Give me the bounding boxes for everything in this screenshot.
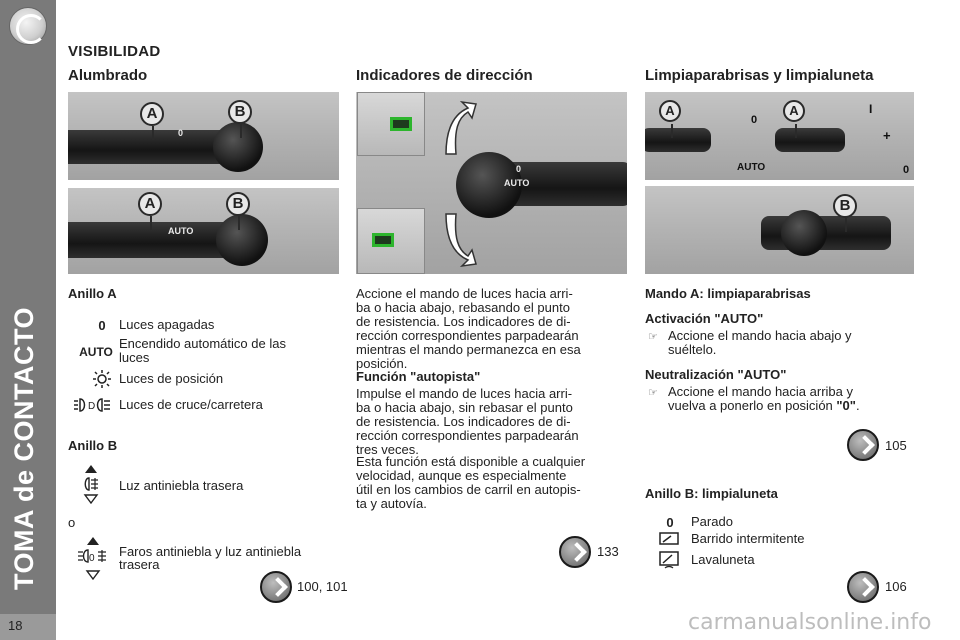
ring-zero: 0 bbox=[516, 164, 522, 174]
anillo-b-limpialuneta-title: Anillo B: limpialuneta bbox=[645, 486, 778, 501]
label-zero: 0 bbox=[903, 164, 910, 176]
luces-cruce: Luces de cruce/carretera bbox=[119, 397, 263, 412]
marker-b: B bbox=[228, 100, 252, 124]
watermark: carmanualsonline.info bbox=[688, 610, 932, 635]
marker-a: A bbox=[659, 100, 681, 122]
marker-a: A bbox=[140, 102, 164, 126]
chapter-logo-icon bbox=[9, 7, 47, 45]
indicator-panel-left bbox=[357, 208, 425, 274]
washer-icon bbox=[657, 549, 681, 569]
marker-a: A bbox=[138, 192, 162, 216]
luz-antiniebla-trasera: Luz antiniebla trasera bbox=[119, 478, 244, 493]
activacion-auto-title: Activación "AUTO" bbox=[645, 311, 764, 326]
stalk-cap bbox=[216, 214, 268, 266]
mando-a-title: Mando A: limpiaparabrisas bbox=[645, 286, 811, 301]
heading-alumbrado: Alumbrado bbox=[68, 67, 148, 84]
label-zero: 0 bbox=[751, 114, 758, 126]
encendido-auto-line1: Encendido automático de las bbox=[119, 336, 286, 351]
svg-text:0: 0 bbox=[89, 553, 95, 564]
indicadores-paragraph-2: Impulse el mando de luces hacia arri- ba o hacia abajo, sin rebasar el punto de resistencia. Los indicadores de di- rección correspondientes parpadearán tres veces. bbox=[356, 386, 579, 457]
reference-arrow-icon[interactable] bbox=[847, 571, 879, 603]
activacion-line1: Accione el mando hacia abajo y bbox=[668, 328, 852, 343]
ring-auto: AUTO bbox=[168, 226, 194, 236]
reference-arrow-icon[interactable] bbox=[559, 536, 591, 568]
luces-posicion: Luces de posición bbox=[119, 371, 224, 386]
neutral-line2: vuelva a ponerlo en posición "0". bbox=[668, 398, 860, 413]
neutral-line1: Accione el mando hacia arriba y bbox=[668, 384, 853, 399]
label-plus: + bbox=[883, 128, 891, 143]
marker-a: A bbox=[783, 100, 805, 122]
turn-signal-photo bbox=[356, 92, 627, 274]
marker-b: B bbox=[226, 192, 250, 216]
zero-symbol: 0 bbox=[98, 317, 106, 333]
stalk-cap bbox=[781, 210, 827, 256]
bullet-icon: ☞ bbox=[648, 387, 658, 399]
reference-arrow-icon[interactable] bbox=[847, 429, 879, 461]
lighting-stalk-photo-2 bbox=[68, 188, 339, 274]
indicadores-paragraph-1: Accione el mando de luces hacia arri- ba o hacia abajo, rebasando el punto de resistencia. Los indicadores de di- rección correspondientes parpadearán mientras el mando permanezca en esa posición. bbox=[356, 286, 581, 371]
position-lights-icon bbox=[90, 369, 114, 389]
stalk bbox=[645, 128, 711, 152]
wiper-stalk-photo-1 bbox=[645, 92, 914, 180]
green-arrow-left-icon bbox=[372, 233, 394, 247]
or-text: o bbox=[68, 515, 76, 530]
encendido-auto-line2: luces bbox=[119, 350, 150, 365]
lavaluneta: Lavaluneta bbox=[691, 552, 755, 567]
stalk bbox=[775, 128, 845, 152]
parado: Parado bbox=[691, 514, 733, 529]
chapter-title: TOMA de CONTACTO bbox=[9, 307, 39, 590]
stalk bbox=[68, 130, 233, 164]
stalk bbox=[68, 222, 236, 258]
bullet-icon: ☞ bbox=[648, 331, 658, 343]
anillo-a-title: Anillo A bbox=[68, 286, 117, 301]
marker-b: B bbox=[833, 194, 857, 218]
faros-antiniebla-line2: trasera bbox=[119, 557, 160, 572]
reference-pages[interactable]: 100, 101 bbox=[297, 579, 348, 594]
luces-apagadas: Luces apagadas bbox=[119, 317, 215, 332]
page-number: 18 bbox=[8, 618, 23, 633]
neutralizacion-auto-title: Neutralización "AUTO" bbox=[645, 367, 787, 382]
reference-page[interactable]: 105 bbox=[885, 438, 907, 453]
heading-limpia: Limpiaparabrisas y limpialuneta bbox=[645, 67, 874, 84]
faros-antiniebla-line1: Faros antiniebla y luz antiniebla bbox=[119, 544, 302, 559]
reference-page[interactable]: 133 bbox=[597, 544, 619, 559]
low-high-beam-icon bbox=[72, 396, 116, 414]
ring-zero: 0 bbox=[178, 128, 184, 138]
rear-fog-icon bbox=[80, 464, 102, 504]
indicator-panel-right bbox=[357, 92, 425, 156]
arrow-down-icon bbox=[438, 210, 478, 270]
svg-text:D: D bbox=[88, 401, 96, 412]
zero-symbol: 0 bbox=[666, 514, 674, 530]
label-auto: AUTO bbox=[737, 162, 766, 173]
indicadores-paragraph-3: Esta función está disponible a cualquier velocidad, aunque es especialmente útil en los cambios de carril en autopis- ta y autovía. bbox=[356, 454, 586, 511]
auto-symbol: AUTO bbox=[79, 345, 113, 359]
ring-auto: AUTO bbox=[504, 178, 530, 188]
reference-page[interactable]: 106 bbox=[885, 579, 907, 594]
funcion-autopista-title: Función "autopista" bbox=[356, 369, 481, 384]
wiper-stalk-photo-2 bbox=[645, 186, 914, 274]
section-title: VISIBILIDAD bbox=[68, 43, 161, 60]
heading-indicadores: Indicadores de dirección bbox=[356, 67, 533, 84]
label-roman-one: I bbox=[869, 102, 873, 116]
anillo-b-title: Anillo B bbox=[68, 438, 118, 453]
stalk-cap bbox=[213, 122, 263, 172]
arrow-up-icon bbox=[438, 98, 478, 158]
activacion-line2: suéltelo. bbox=[668, 342, 717, 357]
green-arrow-right-icon bbox=[390, 117, 412, 131]
barrido-intermitente: Barrido intermitente bbox=[691, 531, 805, 546]
front-rear-fog-icon bbox=[76, 536, 112, 580]
lighting-stalk-photo-1 bbox=[68, 92, 339, 180]
intermittent-wipe-icon bbox=[658, 531, 680, 547]
reference-arrow-icon[interactable] bbox=[260, 571, 292, 603]
